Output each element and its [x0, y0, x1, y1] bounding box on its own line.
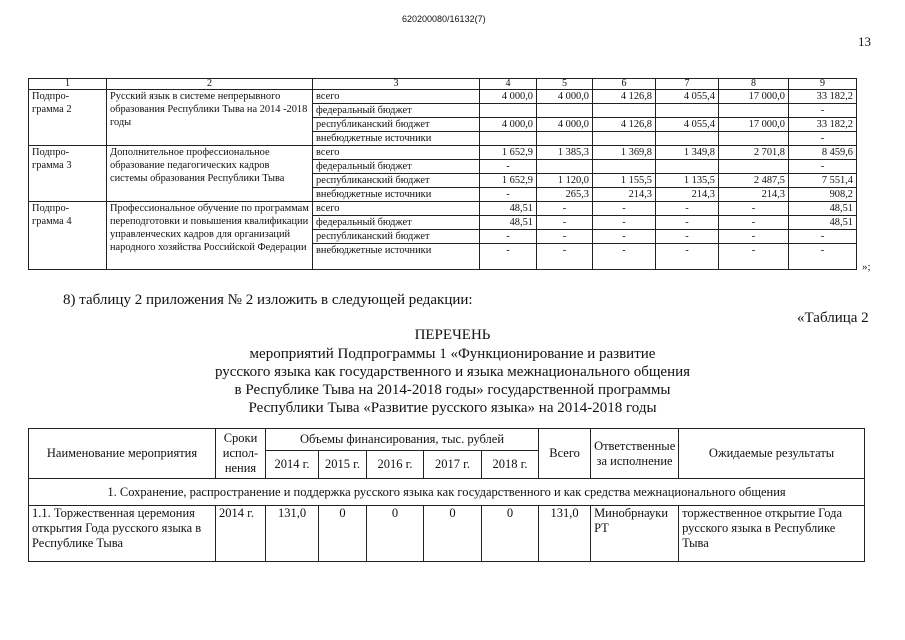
activity-total: 131,0: [539, 506, 591, 562]
funding-value: 4 000,0: [537, 118, 593, 132]
funding-value: 17 000,0: [719, 118, 789, 132]
funding-value: [537, 104, 593, 118]
funding-source: внебюджетные источники: [313, 132, 480, 146]
title-line-1: ПЕРЕЧЕНЬ: [414, 327, 491, 343]
funding-table-subprograms: [28, 78, 857, 270]
funding-value: 214,3: [719, 188, 789, 202]
funding-value: [593, 132, 656, 146]
header-year-2015: 2015 г.: [319, 451, 367, 479]
activity-result: торжественное открытие Года русского языка в Республике Тыва: [679, 506, 865, 562]
title-line-3: русского языка как государственного и языка межнационального общения: [214, 364, 691, 380]
funding-value: 1 135,5: [656, 174, 719, 188]
funding-source: внебюджетные источники: [313, 244, 480, 270]
funding-value: 8 459,6: [789, 146, 857, 160]
header-funding: Объемы финансирования, тыс. рублей: [266, 429, 539, 451]
funding-value: -: [789, 132, 857, 146]
subprogram-title: Дополнительное профессиональное образование педагогических кадров системы образования Республики Тыва: [107, 146, 313, 202]
funding-value: 1 349,8: [656, 146, 719, 160]
subprogram-label: Подпро- грамма 4: [29, 202, 107, 270]
funding-source: всего: [313, 90, 480, 104]
funding-value: [656, 160, 719, 174]
funding-value: 4 000,0: [537, 90, 593, 104]
funding-value: -: [789, 244, 857, 270]
title-line-5: Республики Тыва «Развитие русского языка» на 2014-2018 годы: [248, 400, 657, 416]
funding-source: республиканский бюджет: [313, 174, 480, 188]
header-responsible: Ответственные за исполнение: [591, 429, 679, 479]
funding-value: 265,3: [537, 188, 593, 202]
funding-source: федеральный бюджет: [313, 216, 480, 230]
column-number-row: [29, 79, 857, 90]
funding-value: -: [789, 230, 857, 244]
header-total: Всего: [539, 429, 591, 479]
header-results: Ожидаемые результаты: [679, 429, 865, 479]
funding-source: республиканский бюджет: [313, 118, 480, 132]
funding-value: 1 120,0: [537, 174, 593, 188]
activities-table: [28, 428, 865, 562]
funding-value: -: [480, 230, 537, 244]
funding-value: [719, 160, 789, 174]
funding-value: -: [593, 230, 656, 244]
funding-value: [480, 132, 537, 146]
title-line-4: в Республике Тыва на 2014-2018 годы» государственной программы: [234, 382, 671, 398]
funding-value: 48,51: [480, 202, 537, 216]
funding-value: 214,3: [656, 188, 719, 202]
activity-2017: 0: [424, 506, 482, 562]
subprogram-label: Подпро- грамма 2: [29, 90, 107, 146]
funding-value: 4 126,8: [593, 118, 656, 132]
funding-value: 4 055,4: [656, 118, 719, 132]
funding-value: 48,51: [789, 202, 857, 216]
funding-value: -: [480, 160, 537, 174]
table-row: [29, 90, 857, 104]
funding-source: внебюджетные источники: [313, 188, 480, 202]
funding-source: федеральный бюджет: [313, 160, 480, 174]
funding-value: -: [789, 160, 857, 174]
funding-value: 4 000,0: [480, 90, 537, 104]
header-year-2018: 2018 г.: [482, 451, 539, 479]
funding-value: -: [719, 202, 789, 216]
funding-value: -: [480, 188, 537, 202]
funding-value: -: [719, 230, 789, 244]
column-number: 6: [593, 79, 656, 90]
funding-value: -: [537, 202, 593, 216]
funding-value: -: [656, 216, 719, 230]
column-number: 7: [656, 79, 719, 90]
column-number: 5: [537, 79, 593, 90]
funding-value: 4 126,8: [593, 90, 656, 104]
header-term: Сроки испол-нения: [216, 429, 266, 479]
item-8-text: 8) таблицу 2 приложения № 2 изложить в следующей редакции:: [63, 292, 473, 308]
funding-value: -: [656, 230, 719, 244]
table-2-label: «Таблица 2: [797, 310, 869, 326]
funding-value: -: [719, 244, 789, 270]
funding-value: 48,51: [480, 216, 537, 230]
funding-value: 1 652,9: [480, 146, 537, 160]
funding-value: [593, 104, 656, 118]
funding-value: -: [537, 230, 593, 244]
funding-value: -: [537, 216, 593, 230]
activity-2018: 0: [482, 506, 539, 562]
funding-value: -: [593, 244, 656, 270]
funding-value: 908,2: [789, 188, 857, 202]
funding-value: [719, 132, 789, 146]
funding-value: 1 652,9: [480, 174, 537, 188]
funding-value: [480, 104, 537, 118]
funding-value: 2 487,5: [719, 174, 789, 188]
funding-value: 7 551,4: [789, 174, 857, 188]
subprogram-title: Русский язык в системе непрерывного образования Республики Тыва на 2014 -2018 годы: [107, 90, 313, 146]
activity-2014: 131,0: [266, 506, 319, 562]
funding-value: -: [656, 202, 719, 216]
funding-value: 214,3: [593, 188, 656, 202]
page-number: 13: [858, 34, 871, 49]
column-number: 4: [480, 79, 537, 90]
funding-source: республиканский бюджет: [313, 230, 480, 244]
closing-quote: »;: [862, 261, 871, 273]
header-year-2014: 2014 г.: [266, 451, 319, 479]
activity-term: 2014 г.: [216, 506, 266, 562]
funding-value: -: [480, 244, 537, 270]
activity-2016: 0: [367, 506, 424, 562]
funding-value: -: [537, 244, 593, 270]
table-row: [29, 146, 857, 160]
activity-responsible: Минобрнауки РТ: [591, 506, 679, 562]
funding-value: 17 000,0: [719, 90, 789, 104]
document-id: 620200080/16132(7): [402, 14, 486, 24]
funding-value: -: [656, 244, 719, 270]
funding-value: 1 369,8: [593, 146, 656, 160]
activity-2015: 0: [319, 506, 367, 562]
funding-value: [656, 132, 719, 146]
funding-value: -: [719, 216, 789, 230]
funding-value: -: [789, 104, 857, 118]
funding-value: 33 182,2: [789, 118, 857, 132]
column-number: 2: [107, 79, 313, 90]
funding-source: федеральный бюджет: [313, 104, 480, 118]
title-line-2: мероприятий Подпрограммы 1 «Функционирование и развитие: [249, 346, 656, 362]
table-row: [29, 202, 857, 216]
column-number: 1: [29, 79, 107, 90]
funding-value: 33 182,2: [789, 90, 857, 104]
funding-source: всего: [313, 146, 480, 160]
header-name: Наименование мероприятия: [29, 429, 216, 479]
funding-value: [656, 104, 719, 118]
funding-value: 4 055,4: [656, 90, 719, 104]
header-year-2016: 2016 г.: [367, 451, 424, 479]
column-number: 8: [719, 79, 789, 90]
funding-source: всего: [313, 202, 480, 216]
header-year-2017: 2017 г.: [424, 451, 482, 479]
funding-value: [537, 160, 593, 174]
subprogram-label: Подпро- грамма 3: [29, 146, 107, 202]
funding-value: 1 155,5: [593, 174, 656, 188]
activity-name: 1.1. Торжественная церемония открытия Года русского языка в Республике Тыва: [29, 506, 216, 562]
funding-value: 4 000,0: [480, 118, 537, 132]
funding-value: [593, 160, 656, 174]
funding-value: 1 385,3: [537, 146, 593, 160]
funding-value: -: [593, 202, 656, 216]
funding-value: 48,51: [789, 216, 857, 230]
subprogram-title: Профессиональное обучение по программам переподготовки и повышения квалификации управленческих кадров для организаций народного хозяйства Российской Федерации: [107, 202, 313, 270]
funding-value: [537, 132, 593, 146]
funding-value: 2 701,8: [719, 146, 789, 160]
funding-value: -: [593, 216, 656, 230]
section-heading: 1. Сохранение, распространение и поддержка русского языка как государственного и как средства межнационального общения: [29, 479, 865, 506]
column-number: 9: [789, 79, 857, 90]
column-number: 3: [313, 79, 480, 90]
funding-value: [719, 104, 789, 118]
